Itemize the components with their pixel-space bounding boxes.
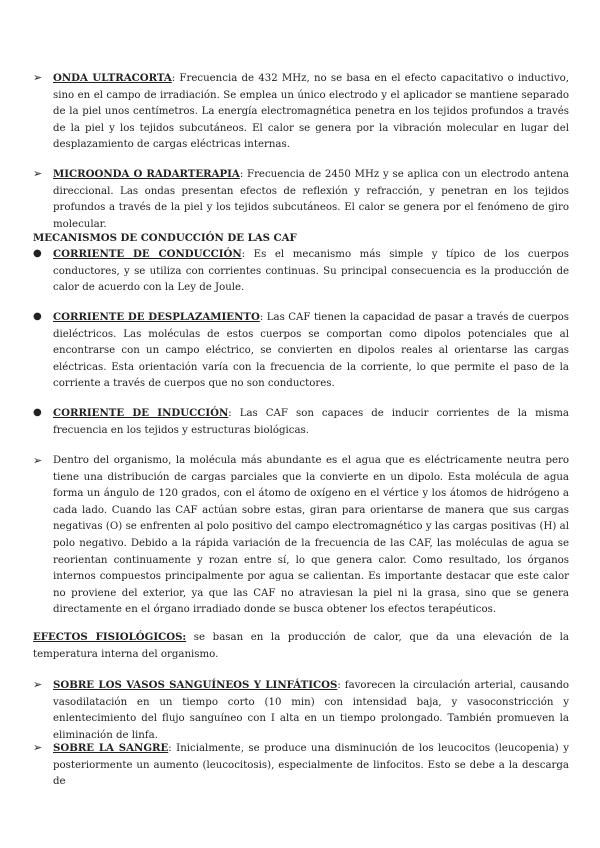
- list-item-corriente-conduccion: [33, 246, 569, 297]
- item-text: : Es el mecanismo más simple y típico de los cuerpos conductores, y se utiliza con corrientes continuas. Su principal consecuencia es la producción de calor de acuerdo con la Ley de Joule.: [53, 249, 569, 294]
- item-content: [53, 453, 569, 619]
- list-item-corriente-desplazamiento: [33, 309, 569, 393]
- arrow-bullet-icon: ➢: [33, 71, 43, 84]
- item-title: CORRIENTE DE INDUCCIÓN: [53, 407, 229, 419]
- arrow-bullet-icon: ➢: [33, 741, 43, 754]
- bullet-dot-icon: ●: [33, 407, 42, 418]
- item-text: : Inicialmente, se produce una disminución de los leucocitos (leucopenia) y posteriormente un aumento (leucocitosis), especialmente de linfocitos. Esto se debe a la descarga de: [53, 743, 569, 788]
- item-text: Dentro del organismo, la molécula más abundante es el agua que es eléctricamente neutra pero tiene una distribución de cargas parciales que la convierte en un dipolo. Esta molécula de agua forma un ángulo de 120 grados, con el átomo de oxígeno en el vértice y los átomos de hidrógeno a cada lado. Cuando las CAF actúan sobre estas, giran para orientarse de manera que sus cargas negativas (O) se enfrenten al polo positivo del campo electromagnético y las cargas positivas (H) al polo negativo. Debido a la rápida variación de la frecuencia de las CAF, las moléculas de agua se reorientan continuamente y rozan entre sí, lo que genera calor. Como resultado, los órganos internos compuestos principalmente por agua se calientan. Es importante destacar que este calor no proviene del exterior, ya que las CAF no atraviesan la piel ni la grasa, sino que se genera directamente en el órgano irradiado donde se busca obtener los efectos terapéuticos.: [53, 455, 569, 616]
- item-title: MICROONDA O RADARTERAPIA: [53, 168, 240, 180]
- item-content: [53, 166, 569, 233]
- item-content: [53, 246, 569, 297]
- item-content: [53, 677, 569, 744]
- list-item-sangre: [33, 740, 569, 791]
- section-heading-mecanismos: MECANISMOS DE CONDUCCIÓN DE LAS CAF: [33, 232, 297, 244]
- item-title: CORRIENTE DE DESPLAZAMIENTO: [53, 311, 260, 323]
- paragraph-text: se basan en la producción de calor, que da una elevación de la temperatura interna del organismo.: [33, 632, 569, 660]
- arrow-bullet-icon: ➢: [33, 454, 43, 467]
- item-content: [53, 405, 569, 439]
- item-text: : Las CAF son capaces de inducir corrientes de la misma frecuencia en los tejidos y estructuras biológicas.: [53, 408, 569, 436]
- list-item-agua: [33, 453, 569, 619]
- bullet-dot-icon: ●: [33, 248, 42, 259]
- list-item-vasos: [33, 677, 569, 744]
- item-title: SOBRE LOS VASOS SANGUÍNEOS Y LINFÁTICOS: [53, 679, 338, 691]
- item-text: : Frecuencia de 432 MHz, no se basa en el efecto capacitativo o inductivo, sino en el campo de irradiación. Se emplea un único electrodo y el aplicador se mantiene separado de la piel unos centímetros. La energía electromagnética penetra en los tejidos profundos a través de la piel y los tejidos subcutáneos. El calor se genera por la vibración molecular en lugar del desplazamiento de cargas eléctricas internas.: [53, 73, 569, 151]
- efectos-paragraph: [33, 629, 569, 663]
- bullet-dot-icon: ●: [33, 311, 42, 322]
- item-content: [53, 309, 569, 393]
- item-content: [53, 70, 569, 154]
- section-heading-efectos: EFECTOS FISIOLÓGICOS:: [33, 631, 187, 643]
- list-item-microonda: [33, 166, 569, 233]
- item-title: ONDA ULTRACORTA: [53, 72, 172, 84]
- list-item-corriente-induccion: [33, 405, 569, 439]
- item-text: : favorecen la circulación arterial, causando vasodilatación en un tiempo corto (10 min) con intensidad baja, y vasoconstricción y enlentecimiento del flujo sanguíneo con I alta en un tiempo prolongado. También promueven la eliminación de linfa.: [53, 680, 569, 741]
- item-title: CORRIENTE DE CONDUCCIÓN: [53, 248, 242, 260]
- item-text: : Frecuencia de 2450 MHz y se aplica con un electrodo antena direccional. Las ondas presentan efectos de reflexión y refracción, y penetran en los tejidos profundos a través de la piel y los tejidos subcutáneos. El calor se genera por el fenómeno de giro molecular.: [53, 169, 569, 230]
- arrow-bullet-icon: ➢: [33, 167, 43, 180]
- item-text: : Las CAF tienen la capacidad de pasar a través de cuerpos dieléctricos. Las moléculas de estos cuerpos se comportan como dipolos potenciales que al encontrarse con un campo eléctrico, se convierten en dipolos reales al orientarse las cargas eléctricas. Esta orientación varía con la frecuencia de la corriente, lo que permite el paso de la corriente a través de cuerpos que no son conductores.: [53, 312, 569, 390]
- arrow-bullet-icon: ➢: [33, 678, 43, 691]
- list-item-onda-ultracorta: [33, 70, 569, 154]
- item-content: [53, 740, 569, 791]
- item-title: SOBRE LA SANGRE: [53, 742, 169, 754]
